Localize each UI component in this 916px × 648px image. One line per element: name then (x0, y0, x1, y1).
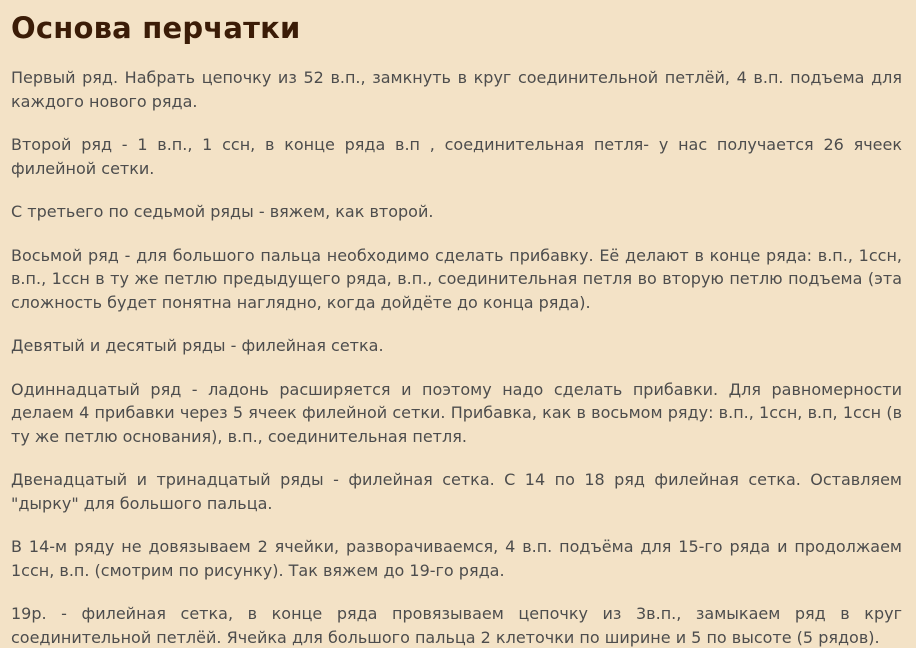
paragraph-rows-3-7: С третьего по седьмой ряды - вяжем, как второй. (11, 202, 434, 221)
paragraph-row-2: Второй ряд - 1 в.п., 1 ссн, в конце ряда в.п , соединительная петля- у нас получается 26 ячеек филейной сетки. (11, 135, 902, 178)
paragraph-row-14: В 14-м ряду не довязываем 2 ячейки, разворачиваемся, 4 в.п. подъёма для 15-го ряда и продолжаем 1ссн, в.п. (смотрим по рисунку). Так вяжем до 19-го ряда. (11, 537, 902, 580)
paragraph-row-8: Восьмой ряд - для большого пальца необходимо сделать прибавку. Её делают в конце ряда: в.п., 1ссн, в.п., 1ссн в ту же петлю предыдущего ряда, в.п., соединительная петля во вторую петлю подъема (эта сложность будет понятна наглядно, когда дойдёте до конца ряда). (11, 245, 902, 312)
paragraph-rows-12-18: Двенадцатый и тринадцатый ряды - филейная сетка. С 14 по 18 ряд филейная сетка. Оставляем "дырку" для большого пальца. (11, 470, 902, 513)
paragraph-rows-9-10: Девятый и десятый ряды - филейная сетка. (11, 336, 384, 355)
page-title: Основа перчатки (11, 11, 301, 45)
paragraph-row-19: 19р. - филейная сетка, в конце ряда провязываем цепочку из 3в.п., замыкаем ряд в круг соединительной петлёй. Ячейка для большого пальца 2 клеточки по ширине и 5 по высоте (5 рядов). (11, 604, 902, 647)
paragraph-row-11: Одиннадцатый ряд - ладонь расширяется и поэтому надо сделать прибавки. Для равномерности делаем 4 прибавки через 5 ячеек филейной сетки. Прибавка, как в восьмом ряду: в.п., 1ссн, в.п, 1ссн (в ту же петлю основания), в.п., соединительная петля. (11, 379, 902, 446)
paragraph-row-1: Первый ряд. Набрать цепочку из 52 в.п., замкнуть в круг соединительной петлёй, 4 в.п. подъема для каждого нового ряда. (11, 68, 902, 111)
